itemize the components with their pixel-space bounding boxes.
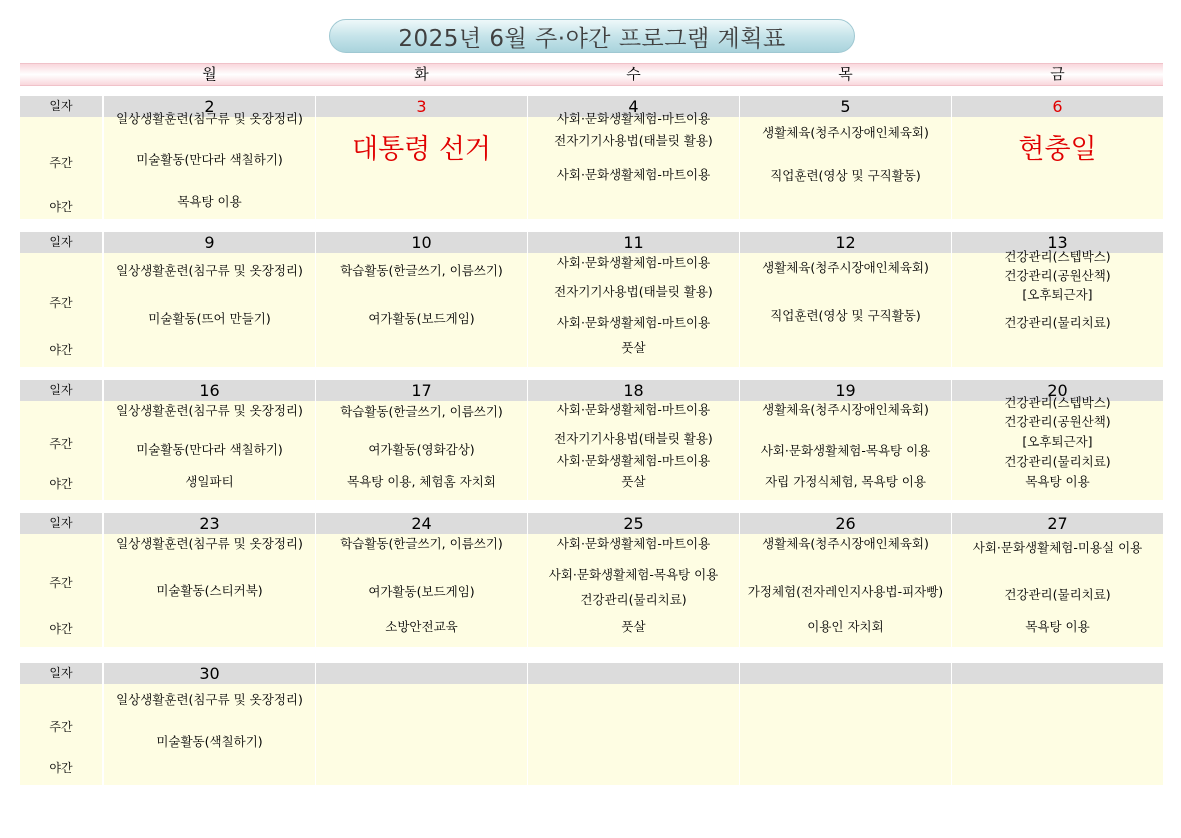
activity-text: 건강관리(공원산책) xyxy=(1004,414,1111,429)
day-label: 주간 xyxy=(49,156,73,170)
activity-text: 사회·문화생활체험-목욕탕 이용 xyxy=(548,567,719,582)
date-number: 23 xyxy=(104,513,315,534)
activity-text: 미술활동(뜨어 만들기) xyxy=(148,311,271,326)
weekday-mon: 월 xyxy=(202,65,217,83)
date-number: 20 xyxy=(952,380,1163,401)
activity-text: 학습활동(한글쓰기, 이름쓰기) xyxy=(340,536,503,551)
page-title: 2025년 6월 주·야간 프로그램 계획표 xyxy=(329,19,855,53)
activity-text: 건강관리(물리치료) xyxy=(1004,454,1111,469)
date-number: 10 xyxy=(316,232,527,253)
activity-text: 건강관리(물리치료) xyxy=(1004,587,1111,602)
date-number: 25 xyxy=(528,513,739,534)
activity-text: 일상생활훈련(침구류 및 옷장정리) xyxy=(116,536,303,551)
night-label: 야간 xyxy=(49,477,73,491)
date-number: 24 xyxy=(316,513,527,534)
activity-text: 사회·문화생활체험-목욕탕 이용 xyxy=(760,443,931,458)
date-number xyxy=(528,663,739,684)
day-cell xyxy=(952,663,1163,785)
date-number: 9 xyxy=(104,232,315,253)
date-number: 11 xyxy=(528,232,739,253)
night-label: 야간 xyxy=(49,343,73,357)
date-number: 12 xyxy=(740,232,951,253)
activity-text: 직업훈련(영상 및 구직활동) xyxy=(770,168,921,183)
day-cell xyxy=(740,513,951,647)
day-cell xyxy=(316,663,527,785)
activity-text: 여가활동(보드게임) xyxy=(368,311,475,326)
activity-text: 목욕탕 이용 xyxy=(1025,619,1090,634)
date-number: 5 xyxy=(740,96,951,117)
activity-text: 전자기기사용법(태블릿 활용) xyxy=(554,284,713,299)
activity-text: 건강관리(스텝박스) xyxy=(1004,249,1111,264)
activity-text: 이용인 자치회 xyxy=(807,619,884,634)
activity-text: 생활체육(청주시장애인체육회) xyxy=(762,260,929,275)
date-number: 2 xyxy=(104,96,315,117)
activity-text: 미술활동(스티커북) xyxy=(156,583,263,598)
date-number: 6 xyxy=(952,96,1163,117)
activity-text: 풋살 xyxy=(621,340,646,355)
date-number: 19 xyxy=(740,380,951,401)
activity-text: 학습활동(한글쓰기, 이름쓰기) xyxy=(340,263,503,278)
activity-text: 사회·문화생활체험-마트이용 xyxy=(556,402,711,417)
activity-text: 미술활동(색칠하기) xyxy=(156,734,263,749)
activity-text: 가정체험(전자레인지사용법-피자빵) xyxy=(747,584,944,599)
date-label: 일자 xyxy=(20,96,102,117)
activity-text: 일상생활훈련(침구류 및 옷장정리) xyxy=(116,403,303,418)
day-cell xyxy=(528,513,739,647)
day-cell xyxy=(740,663,951,785)
date-number: 27 xyxy=(952,513,1163,534)
activity-text: 사회·문화생활체험-미용실 이용 xyxy=(972,540,1143,555)
activity-text: 풋살 xyxy=(621,474,646,489)
week-label-column xyxy=(20,663,102,785)
date-number: 17 xyxy=(316,380,527,401)
day-label: 주간 xyxy=(49,576,73,590)
date-number xyxy=(316,663,527,684)
activity-text: 전자기기사용법(태블릿 활용) xyxy=(554,431,713,446)
date-label: 일자 xyxy=(20,663,102,684)
activity-text: 사회·문화생활체험-마트이용 xyxy=(556,453,711,468)
day-cell xyxy=(316,96,527,219)
day-label: 주간 xyxy=(49,437,73,451)
activity-text: 목욕탕 이용 xyxy=(177,194,242,209)
day-cell xyxy=(952,513,1163,647)
day-cell xyxy=(952,380,1163,500)
day-cell xyxy=(528,96,739,219)
weekday-wed: 수 xyxy=(626,65,641,83)
day-cell xyxy=(316,380,527,500)
activity-text: 생활체육(청주시장애인체육회) xyxy=(762,536,929,551)
activity-text: 사회·문화생활체험-마트이용 xyxy=(556,255,711,270)
day-cell xyxy=(740,232,951,367)
day-label: 주간 xyxy=(49,296,73,310)
activity-text: 일상생활훈련(침구류 및 옷장정리) xyxy=(116,111,303,126)
date-number xyxy=(740,663,951,684)
day-label: 주간 xyxy=(49,720,73,734)
day-cell xyxy=(528,663,739,785)
date-number: 30 xyxy=(104,663,315,684)
date-label: 일자 xyxy=(20,232,102,253)
day-cell xyxy=(104,380,315,500)
activity-text: 건강관리(스텝박스) xyxy=(1004,395,1111,410)
holiday-label: 현충일 xyxy=(1018,134,1097,165)
day-cell xyxy=(952,96,1163,219)
activity-text: 생일파티 xyxy=(185,474,234,489)
weekday-fri: 금 xyxy=(1050,65,1065,83)
date-number: 4 xyxy=(528,96,739,117)
activity-text: 일상생활훈련(침구류 및 옷장정리) xyxy=(116,692,303,707)
date-number: 16 xyxy=(104,380,315,401)
week-label-column xyxy=(20,380,102,500)
week-label-column xyxy=(20,96,102,219)
activity-text: 일상생활훈련(침구류 및 옷장정리) xyxy=(116,263,303,278)
activity-text: 생활체육(청주시장애인체육회) xyxy=(762,402,929,417)
day-cell xyxy=(528,232,739,367)
activity-text: 여가활동(보드게임) xyxy=(368,584,475,599)
activity-text: 미술활동(만다라 색칠하기) xyxy=(136,442,283,457)
activity-text: 직업훈련(영상 및 구직활동) xyxy=(770,308,921,323)
holiday-label: 대통령 선거 xyxy=(352,134,491,165)
day-cell xyxy=(104,513,315,647)
day-cell xyxy=(316,232,527,367)
activity-text: 사회·문화생활체험-마트이용 xyxy=(556,111,711,126)
activity-text: 생활체육(청주시장애인체육회) xyxy=(762,125,929,140)
day-cell xyxy=(104,96,315,219)
day-cell xyxy=(528,380,739,500)
day-cell xyxy=(740,380,951,500)
date-number xyxy=(952,663,1163,684)
activity-text: 건강관리(물리치료) xyxy=(580,592,687,607)
activity-text: 건강관리(물리치료) xyxy=(1004,315,1111,330)
date-number: 3 xyxy=(316,96,527,117)
night-label: 야간 xyxy=(49,200,73,214)
activity-text: 미술활동(만다라 색칠하기) xyxy=(136,152,283,167)
date-number: 26 xyxy=(740,513,951,534)
activity-text: [오후퇴근자] xyxy=(1022,287,1093,302)
activity-text: 학습활동(한글쓰기, 이름쓰기) xyxy=(340,404,503,419)
activity-text: 목욕탕 이용 xyxy=(1025,474,1090,489)
day-cell xyxy=(952,232,1163,367)
activity-text: 건강관리(공원산책) xyxy=(1004,268,1111,283)
activity-text: 소방안전교육 xyxy=(385,619,458,634)
activity-text: 전자기기사용법(태블릿 활용) xyxy=(554,133,713,148)
activity-text: [오후퇴근자] xyxy=(1022,434,1093,449)
week-label-column xyxy=(20,513,102,647)
date-label: 일자 xyxy=(20,380,102,401)
activity-text: 여가활동(영화감상) xyxy=(368,442,475,457)
activity-text: 사회·문화생활체험-마트이용 xyxy=(556,536,711,551)
weekday-thu: 목 xyxy=(838,65,853,83)
night-label: 야간 xyxy=(49,622,73,636)
date-label: 일자 xyxy=(20,513,102,534)
day-cell xyxy=(104,232,315,367)
activity-text: 사회·문화생활체험-마트이용 xyxy=(556,315,711,330)
date-number: 13 xyxy=(952,232,1163,253)
activity-text: 사회·문화생활체험-마트이용 xyxy=(556,167,711,182)
weekday-tue: 화 xyxy=(414,65,429,83)
activity-text: 목욕탕 이용, 체험홈 자치회 xyxy=(347,474,496,489)
day-cell xyxy=(104,663,315,785)
night-label: 야간 xyxy=(49,761,73,775)
activity-text: 자립 가정식체험, 목욕탕 이용 xyxy=(765,474,926,489)
date-number: 18 xyxy=(528,380,739,401)
activity-text: 풋살 xyxy=(621,619,646,634)
week-label-column xyxy=(20,232,102,367)
day-cell xyxy=(740,96,951,219)
day-cell xyxy=(316,513,527,647)
weekday-header xyxy=(20,63,1163,86)
